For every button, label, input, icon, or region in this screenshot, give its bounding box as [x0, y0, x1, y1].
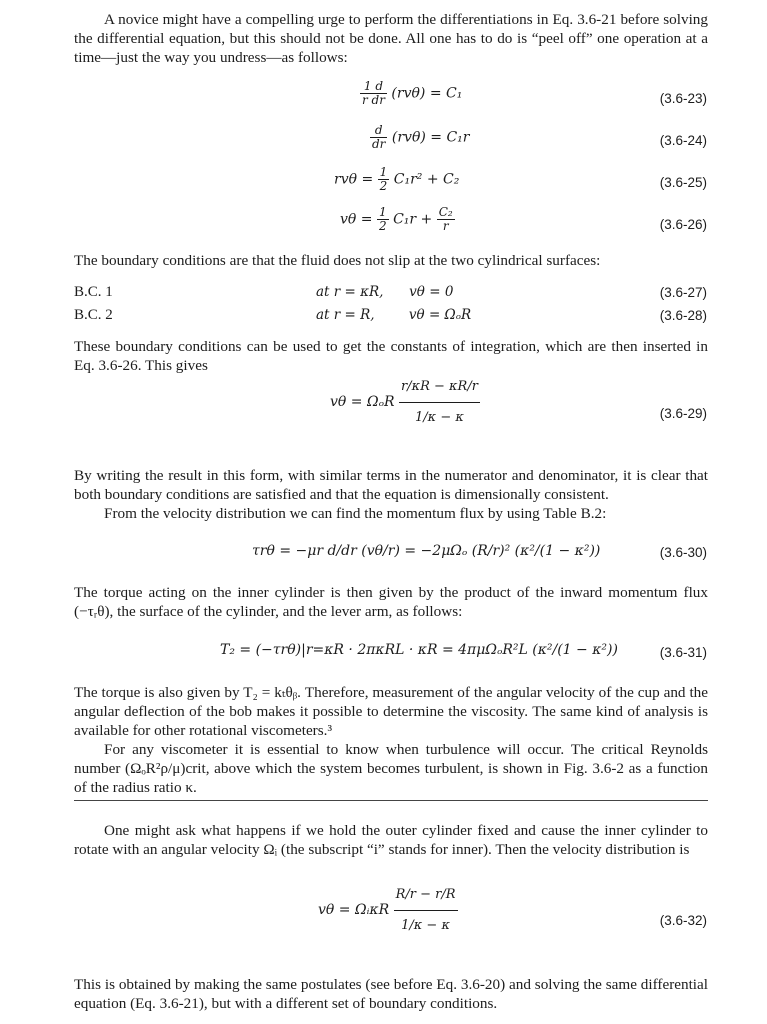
equation-3-6-30: τrθ = −μr d/dr (vθ/r) = −2μΩₒ (R/r)² (κ²/(1 − κ²)) — [252, 543, 601, 559]
big-fraction: $\frac{r/\kappa R - \kappa R/r}{1/\kappa - \kappa}$ — [399, 372, 480, 433]
fraction: $\frac{1}{2}$ — [378, 205, 387, 233]
bc-condition: at r = κR, vθ = 0 — [316, 284, 454, 300]
equation-number: (3.6-25) — [659, 175, 707, 190]
big-fraction: $\frac{R/r - r/R}{1/\kappa - \kappa}$ — [394, 880, 458, 941]
equation-number: (3.6-31) — [659, 645, 707, 660]
paragraph-boundary: The boundary conditions are that the fluid does not slip at the two cylindrical surfaces: — [74, 252, 601, 269]
equation-3-6-29: vθ = ΩₒR $\frac{r/\kappa R - \kappa R/r}{1/\kappa - \kappa}$ — [330, 372, 480, 433]
equation-3-6-32: vθ = ΩᵢκR $\frac{R/r - r/R}{1/\kappa - \kappa}$ — [318, 880, 458, 941]
equation-number: (3.6-27) — [659, 285, 707, 300]
paragraph-constants: These boundary conditions can be used to get the constants of integration, which are then inserted in Eq. 3.6-26. This gives — [74, 338, 708, 374]
fraction: $\frac{1}{2}$ — [379, 165, 388, 193]
equation-3-6-31: T₂ = (−τrθ)|r=κR · 2πκRL · κR = 4πμΩₒR²L (κ²/(1 − κ²)) — [220, 642, 618, 658]
bc-condition: at r = R, vθ = ΩₒR — [316, 307, 472, 323]
fraction: $\frac{d}{dr}$ — [372, 123, 386, 151]
equation-3-6-24: $\frac{d}{dr}$ (rvθ) = C₁r — [372, 123, 470, 151]
equation-number: (3.6-30) — [659, 545, 707, 560]
paragraph-turbulence: For any viscometer it is essential to know when turbulence will occur. The critical Reynolds number (ΩₒR²ρ/μ)crit, above which the system becomes turbulent, is shown in Fig. 3.6-2 as a function of the radius ratio κ. — [74, 741, 708, 796]
paragraph-flux: From the velocity distribution we can find the momentum flux by using Table B.2: — [104, 505, 607, 522]
equation-number: (3.6-23) — [659, 91, 707, 106]
paragraph-conclusion: This is obtained by making the same postulates (see before Eq. 3.6-20) and solving the same differential equation (Eq. 3.6-21), but with a different set of boundary conditions. — [74, 976, 708, 1012]
paragraph-inner-rotation: One might ask what happens if we hold the outer cylinder fixed and cause the inner cylinder to rotate with an angular velocity Ωᵢ (the subscript “i” stands for inner). Then the velocity distribution is — [74, 822, 708, 858]
paragraph-result: By writing the result in this form, with similar terms in the numerator and denominator, it is clear that both boundary conditions are satisfied and that the equation is dimensionally consistent. — [74, 467, 708, 503]
equation-number: (3.6-26) — [659, 217, 707, 232]
equation-3-6-26: vθ = $\frac{1}{2}$ C₁r + $\frac{\text{C₂}}{r}$ — [340, 205, 453, 233]
section-divider — [74, 800, 708, 801]
equation-number: (3.6-24) — [659, 133, 707, 148]
equation-number: (3.6-29) — [659, 406, 707, 421]
equation-3-6-23: $\frac{1 d}{\text{r dr}}$ (rvθ) = C₁ — [362, 79, 463, 107]
paragraph-intro: A novice might have a compelling urge to perform the differentiations in Eq. 3.6-21 before solving the differential equation, but this should not be done. All one has to do is “peel off” one operation at a time—just the way you undress—as follows: — [74, 11, 708, 66]
bc-label: B.C. 2 — [74, 307, 113, 323]
equation-number: (3.6-28) — [659, 308, 707, 323]
fraction: $\frac{\text{C₂}}{r}$ — [438, 205, 453, 233]
equation-number: (3.6-32) — [659, 913, 707, 928]
equation-3-6-25: rvθ = $\frac{1}{2}$ C₁r² + C₂ — [334, 165, 460, 193]
fraction: $\frac{1 d}{\text{r dr}}$ — [362, 79, 385, 107]
bc-label: B.C. 1 — [74, 284, 113, 300]
paragraph-torque: The torque acting on the inner cylinder is then given by the product of the inward momentum flux (−τᵣθ), the surface of the cylinder, and the lever arm, as follows: — [74, 584, 708, 620]
paragraph-torque-also: The torque is also given by T₂ = kₜθᵦ. Therefore, measurement of the angular velocity of the cup and the angular deflection of the bob makes it possible to determine the viscosity. The same kind of analysis is available for other rotational viscometers.³ — [74, 684, 708, 739]
